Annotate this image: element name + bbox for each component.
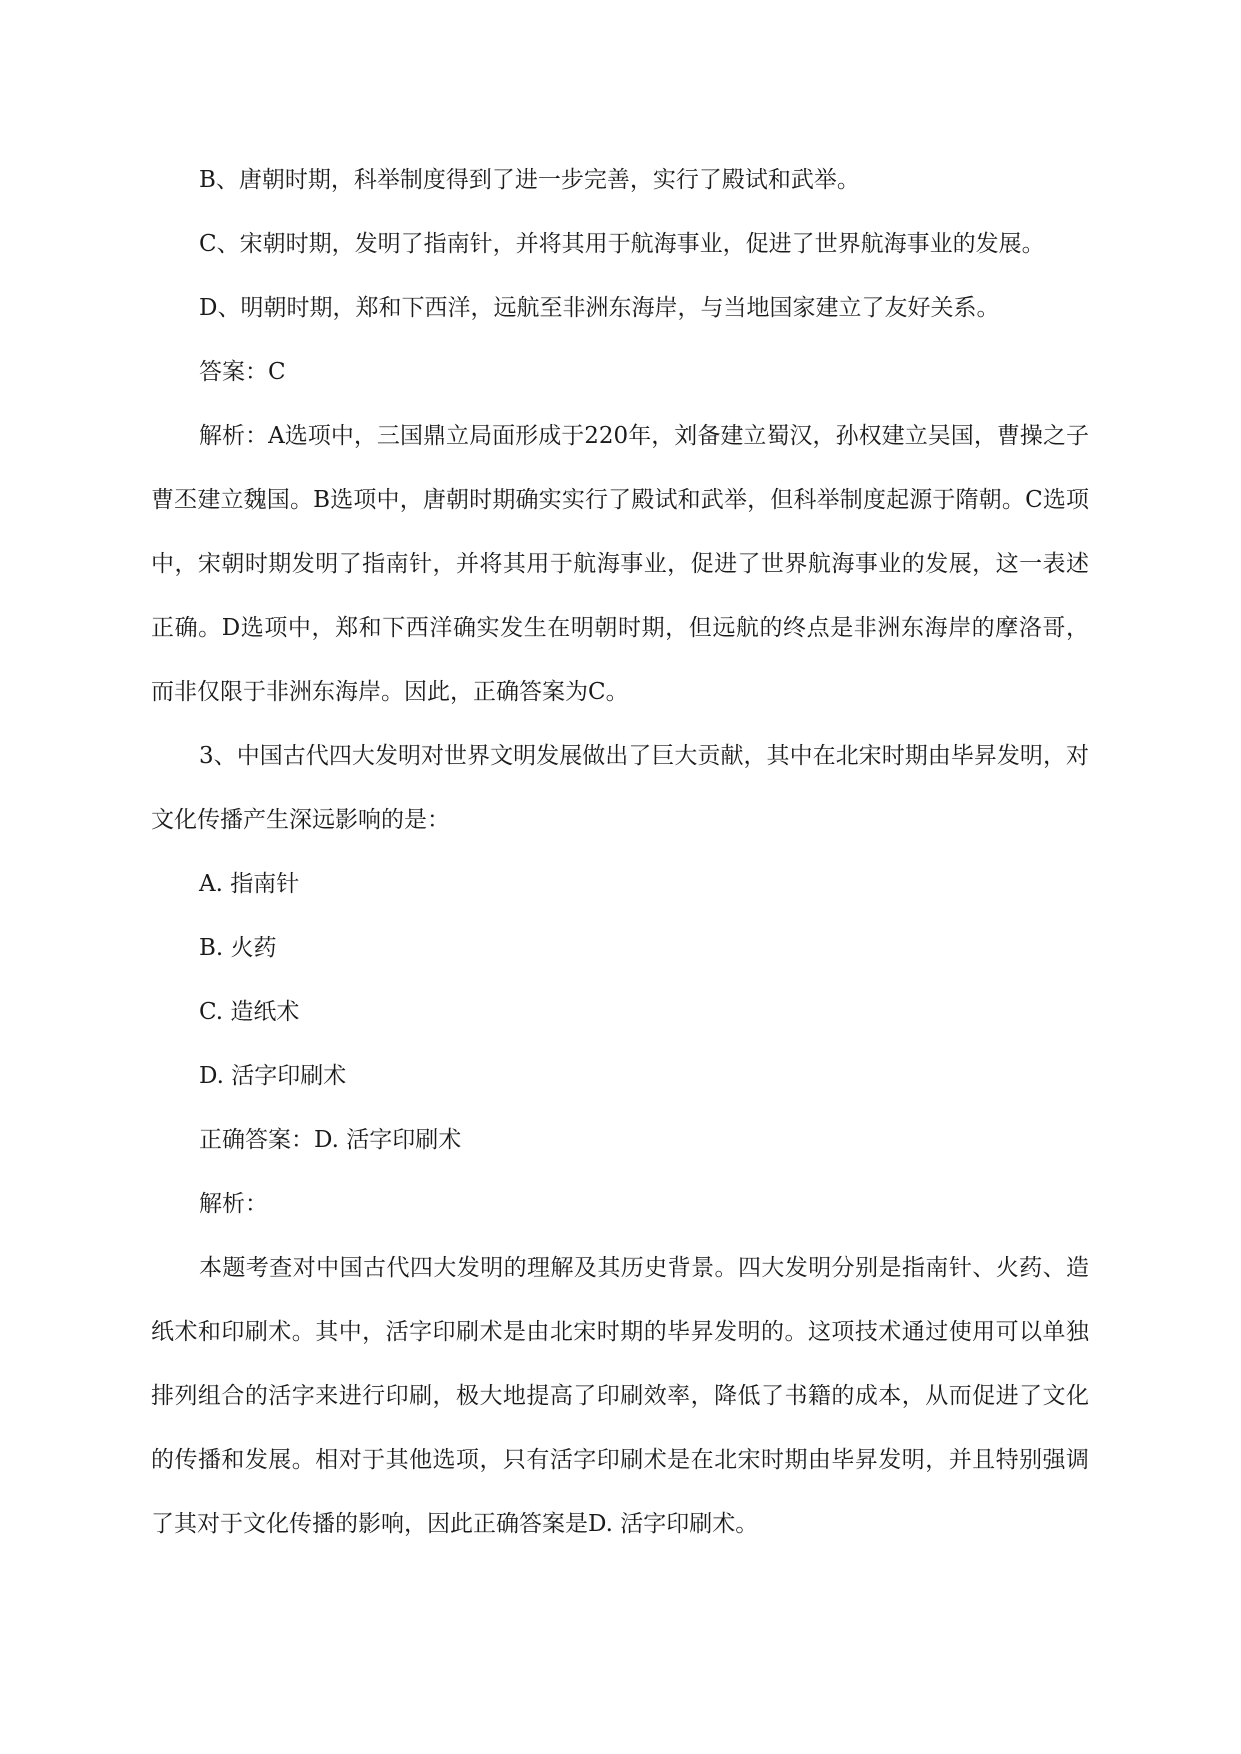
q2-option-c: C、宋朝时期，发明了指南针，并将其用于航海事业，促进了世界航海事业的发展。 [199,231,1045,257]
q3-option-d: D. 活字印刷术 [199,1063,347,1089]
q3-analysis-label: 解析： [199,1191,268,1217]
q2-analysis: 解析：A选项中，三国鼎立局面形成于220年，刘备建立蜀汉，孙权建立吴国，曹操之子曹丕建立魏国。B选项中，唐朝时期确实实行了殿试和武举，但科举制度起源于隋朝。C选项中，宋朝时期发明了指南针，并将其用于航海事业，促进了世界航海事业的发展，这一表述正确。D选项中，郑和下西洋确实发生在明朝时期，但远航的终点是非洲东海岸的摩洛哥，而非仅限于非洲东海岸。因此，正确答案为C。 [151,423,1089,705]
q3-analysis: 本题考查对中国古代四大发明的理解及其历史背景。四大发明分别是指南针、火药、造纸术和印刷术。其中，活字印刷术是由北宋时期的毕昇发明的。这项技术通过使用可以单独排列组合的活字来进行印刷，极大地提高了印刷效率，降低了书籍的成本，从而促进了文化的传播和发展。相对于其他选项，只有活字印刷术是在北宋时期由毕昇发明，并且特别强调了其对于文化传播的影响，因此正确答案是D. 活字印刷术。 [151,1255,1089,1537]
q3-answer: 正确答案：D. 活字印刷术 [199,1127,462,1153]
q2-answer: 答案：C [199,359,286,385]
q2-option-b: B、唐朝时期，科举制度得到了进一步完善，实行了殿试和武举。 [199,167,860,193]
q3-option-c: C. 造纸术 [199,999,300,1025]
document-page [151,148,1089,1556]
q2-option-d: D、明朝时期，郑和下西洋，远航至非洲东海岸，与当地国家建立了友好关系。 [199,295,1000,321]
q3-option-b: B. 火药 [199,935,277,961]
q3-option-a: A. 指南针 [199,871,300,897]
q3-question: 3、中国古代四大发明对世界文明发展做出了巨大贡献，其中在北宋时期由毕昇发明，对文化传播产生深远影响的是： [151,743,1089,833]
